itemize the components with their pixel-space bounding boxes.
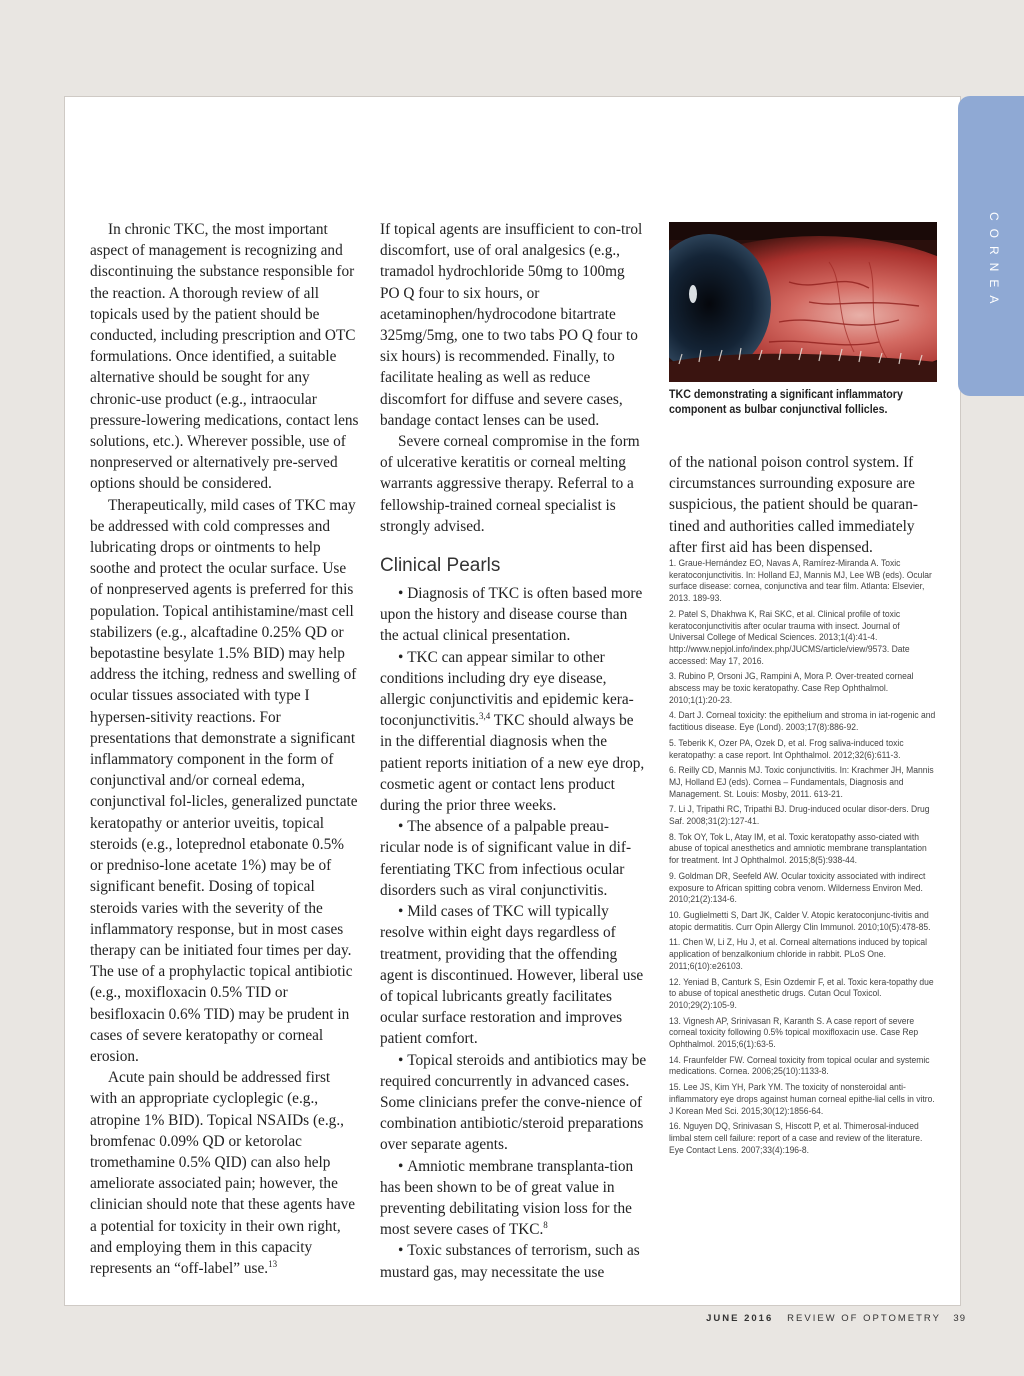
citation-superscript: 13 bbox=[268, 1258, 278, 1269]
footer-publication: REVIEW OF OPTOMETRY bbox=[787, 1313, 941, 1324]
reference-item: 9. Goldman DR, Seefeld AW. Ocular toxicity associated with indirect exposure to African spitting cobra venom. Wilderness Environ Med. 2010;21(2):134-6. bbox=[669, 870, 926, 906]
bullet-text: TKC should always be in the differential diagnosis when the patient reports initiation of a new eye drop, cosmetic agent or contact lens product during the prior three weeks. bbox=[380, 712, 645, 815]
bullet-item: • The absence of a palpable preau-ricular node is of significant value in dif-ferentiating TKC from infectious ocular disorders such as viral conjunctivitis. bbox=[380, 816, 648, 901]
paragraph: If topical agents are insufficient to con-trol discomfort, use of oral analgesics (e.g., tramadol hydrochloride 50mg to 100mg PO Q four to six hours, or acetaminophen/hydrocodone bitartrate 325mg/5mg, one to two tabs PO Q four to six hours) is recommended. Finally, to facilitate healing as well as reduce discomfort for diffuse and severe cases, bandage contact lenses can be used. bbox=[380, 221, 643, 429]
paragraph: Severe corneal compromise in the form of ulcerative keratitis or corneal melting warrants aggressive therapy. Referral to a fellowship-trained corneal specialist is strongly advised. bbox=[380, 433, 640, 535]
reference-item: 16. Nguyen DQ, Srinivasan S, Hiscott P, et al. Thimerosal-induced limbal stem cell failure: report of a case and review of the literature. Eye Contact Lens. 2007;33(4):196-8. bbox=[669, 1121, 923, 1156]
reference-item: 13. Vignesh AP, Srinivasan R, Karanth S. A case report of severe corneal toxicity following 0.5% topical moxifloxacin use. Case Rep Ophthalmol. 2015;6(1):63-5. bbox=[669, 1015, 919, 1051]
page-footer bbox=[0, 1313, 966, 1324]
reference-item: 15. Lee JS, Kim YH, Park YM. The toxicity of nonsteroidal anti-inflammatory eye drops against human corneal epithe-lial cells in vitro. J Korean Med Sci. 2015;30(12):1856-64. bbox=[669, 1082, 935, 1117]
bullet-item bbox=[380, 647, 648, 817]
column-2 bbox=[380, 219, 648, 1283]
bullet-text: Amniotic membrane transplanta-tion has been shown to be of great value in preventing debilitating vision loss for the most severe cases of TKC. bbox=[380, 1157, 634, 1239]
paragraph: Therapeutically, mild cases of TKC may be addressed with cold compresses and lubricating drops or ointments to help soothe and protect the ocular surface. Use of nonpreserved agents is preferred for this population. Topical antihistamine/mast cell stabilizers (e.g., alcaftadine 0.25% QD or bepotastine besylate 1.5% BID) may help address the itching, redness and swelling of ocular tissues associated with type I hypersen-sitivity reactions. For presentations that demonstrate a significant inflammatory component in the form of conjunctival and/or corneal edema, conjunctival fol-licles, generalized punctate keratopathy or anterior uveitis, topical steroids (e.g., loteprednol etabonate 0.5% or predniso-lone acetate 1%) may be of significant benefit. Dosing of topical steroids varies with the severity of the inflammatory response, but in most cases therapy can be initiated four times per day. The use of a prophylactic topical antibiotic (e.g., moxifloxacin 0.5% TID or besifloxacin 0.6% TID) may be prudent in cases of severe keratopathy or corneal erosion. bbox=[90, 496, 358, 1065]
reference-item: 14. Fraunfelder FW. Corneal toxicity from topical ocular and systemic medications. Cornea. 2006;25(10):1133-8. bbox=[669, 1054, 930, 1078]
paragraph bbox=[90, 1067, 360, 1279]
reference-item: 12. Yeniad B, Canturk S, Esin Ozdemir F, et al. Toxic kera-topathy due to abuse of topical anesthetic drugs. Cutan Ocul Toxicol. 2010;29(2):105-9. bbox=[669, 976, 934, 1011]
footer-date: JUNE 2016 bbox=[706, 1313, 774, 1324]
reference-item: 10. Guglielmetti S, Dart JK, Calder V. Atopic keratoconjunc-tivitis and atopic dermatitis. Curr Opin Allergy Clin Immunol. 2010;10(5):478-85. bbox=[669, 909, 931, 933]
bullet-text: TKC can appear similar to other conditions including dry eye disease, allergic conjunctivitis and epidemic kera-toconjunctivitis. bbox=[380, 648, 634, 730]
citation-superscript: 8 bbox=[543, 1220, 548, 1231]
eye-photo-icon bbox=[669, 222, 937, 382]
bullet-item: • Toxic substances of terrorism, such as mustard gas, may necessitate the use bbox=[380, 1240, 648, 1282]
reference-item: 2. Patel S, Dhakhwa K, Rai SKC, et al. Clinical profile of toxic keratoconjunctivitis after ocular trauma with insect. Journal of Universal College of Medical Sciences. 2013;1(4):41-4. http://www.nepjol.info/index.php/JUCMS/article/view/9573. Date accessed: May 17, 2016. bbox=[669, 608, 910, 667]
section-heading: Clinical Pearls bbox=[380, 555, 501, 577]
reference-item: 5. Teberik K, Ozer PA, Ozek D, et al. Frog saliva-induced toxic keratopathy: a case report. Int Ophthalmol. 2012;32(6):611-3. bbox=[669, 737, 904, 761]
bullet-item: • Diagnosis of TKC is often based more upon the history and disease course than the actual clinical presentation. bbox=[380, 583, 648, 647]
reference-item: 3. Rubino P, Orsoni JG, Rampini A, Mora P. Over-treated corneal abscess may be toxic keratopathy. Case Rep Ophthalmol. 2010;1(1):20-23. bbox=[669, 671, 914, 706]
bullet-item: • Topical steroids and antibiotics may be required concurrently in advanced cases. Some clinicians prefer the conve-nience of combination antibiotic/steroid preparations over separate agents. bbox=[380, 1050, 648, 1156]
figure-caption: TKC demonstrating a significant inflammatory component as bulbar conjunctival follicles. bbox=[669, 387, 903, 416]
reference-item: 11. Chen W, Li Z, Hu J, et al. Corneal alternations induced by topical application of benzalkonium chloride in rabbit. PLoS One. 2011;6(10):e26103. bbox=[669, 937, 928, 972]
page-number: 39 bbox=[953, 1313, 966, 1324]
citation-superscript: 3,4 bbox=[479, 711, 491, 722]
reference-item: 6. Reilly CD, Mannis MJ. Toxic conjunctivitis. In: Krachmer JH, Mannis MJ, Holland EJ (eds). Cornea – Fundamentals, Diagnosis and Management. St. Louis: Mosby, 2011. 613-21. bbox=[669, 765, 934, 800]
reference-item: 1. Graue-Hernández EO, Navas A, Ramírez-Miranda A. Toxic keratoconjunctivitis. In: Holland EJ, Mannis MJ, Lee WB (eds). Ocular surface disease: cornea, conjunctiva and tear film. Atlanta: Elsevier, 2013. 189-93. bbox=[669, 558, 932, 605]
column-3 bbox=[669, 452, 939, 558]
section-tab-label: CORNEA bbox=[987, 212, 1001, 312]
bullet-item: • Mild cases of TKC will typically resolve within eight days regardless of treatment, providing that the offending agent is discontinued. However, liberal use of topical lubricants greatly facilitates ocular surface restoration and improves patient comfort. bbox=[380, 901, 648, 1049]
paragraph: In chronic TKC, the most important aspect of management is recognizing and discontinuing the substance responsible for the reaction. A thorough review of all topicals used by the patient should be conducted, including prescription and OTC formulations. Once identified, a suitable alternative should be sought for any chronic-use product (e.g., intraocular pressure-lowering medications, contact lens solutions, etc.). Wherever possible, use of nonpreserved or alternatively pre-served options should be considered. bbox=[90, 221, 359, 493]
references-list bbox=[669, 558, 936, 1160]
paragraph: of the national poison control system. If circumstances surrounding exposure are suspicious, the patient should be quaran-tined and authorities called immediately after first aid has been dispensed. bbox=[669, 454, 918, 556]
paragraph-text: Acute pain should be addressed first with an appropriate cycloplegic (e.g., atropine 1% BID). Topical NSAIDs (e.g., bromfenac 0.09% QD or ketorolac tromethamine 0.5% QID) can also help ameliorate associated pain; however, the clinician should note that these agents have a potential for toxicity in their own right, and employing them in this capacity represents an “off-label” use. bbox=[90, 1069, 356, 1277]
bullet-item bbox=[380, 1156, 648, 1241]
reference-item: 7. Li J, Tripathi RC, Tripathi BJ. Drug-induced ocular disor-ders. Drug Saf. 2008;31(2):127-41. bbox=[669, 804, 930, 828]
reference-item: 8. Tok OY, Tok L, Atay IM, et al. Toxic keratopathy asso-ciated with abuse of topical anesthetics and amniotic membrane transplantation for treatment. Int J Ophthalmol. 2015;8(5):938-44. bbox=[669, 831, 927, 867]
column-1 bbox=[90, 219, 360, 1279]
reference-item: 4. Dart J. Corneal toxicity: the epithelium and stroma in iat-rogenic and factitious disease. Eye (Lond). 2003;17(8):886-92. bbox=[669, 710, 936, 734]
